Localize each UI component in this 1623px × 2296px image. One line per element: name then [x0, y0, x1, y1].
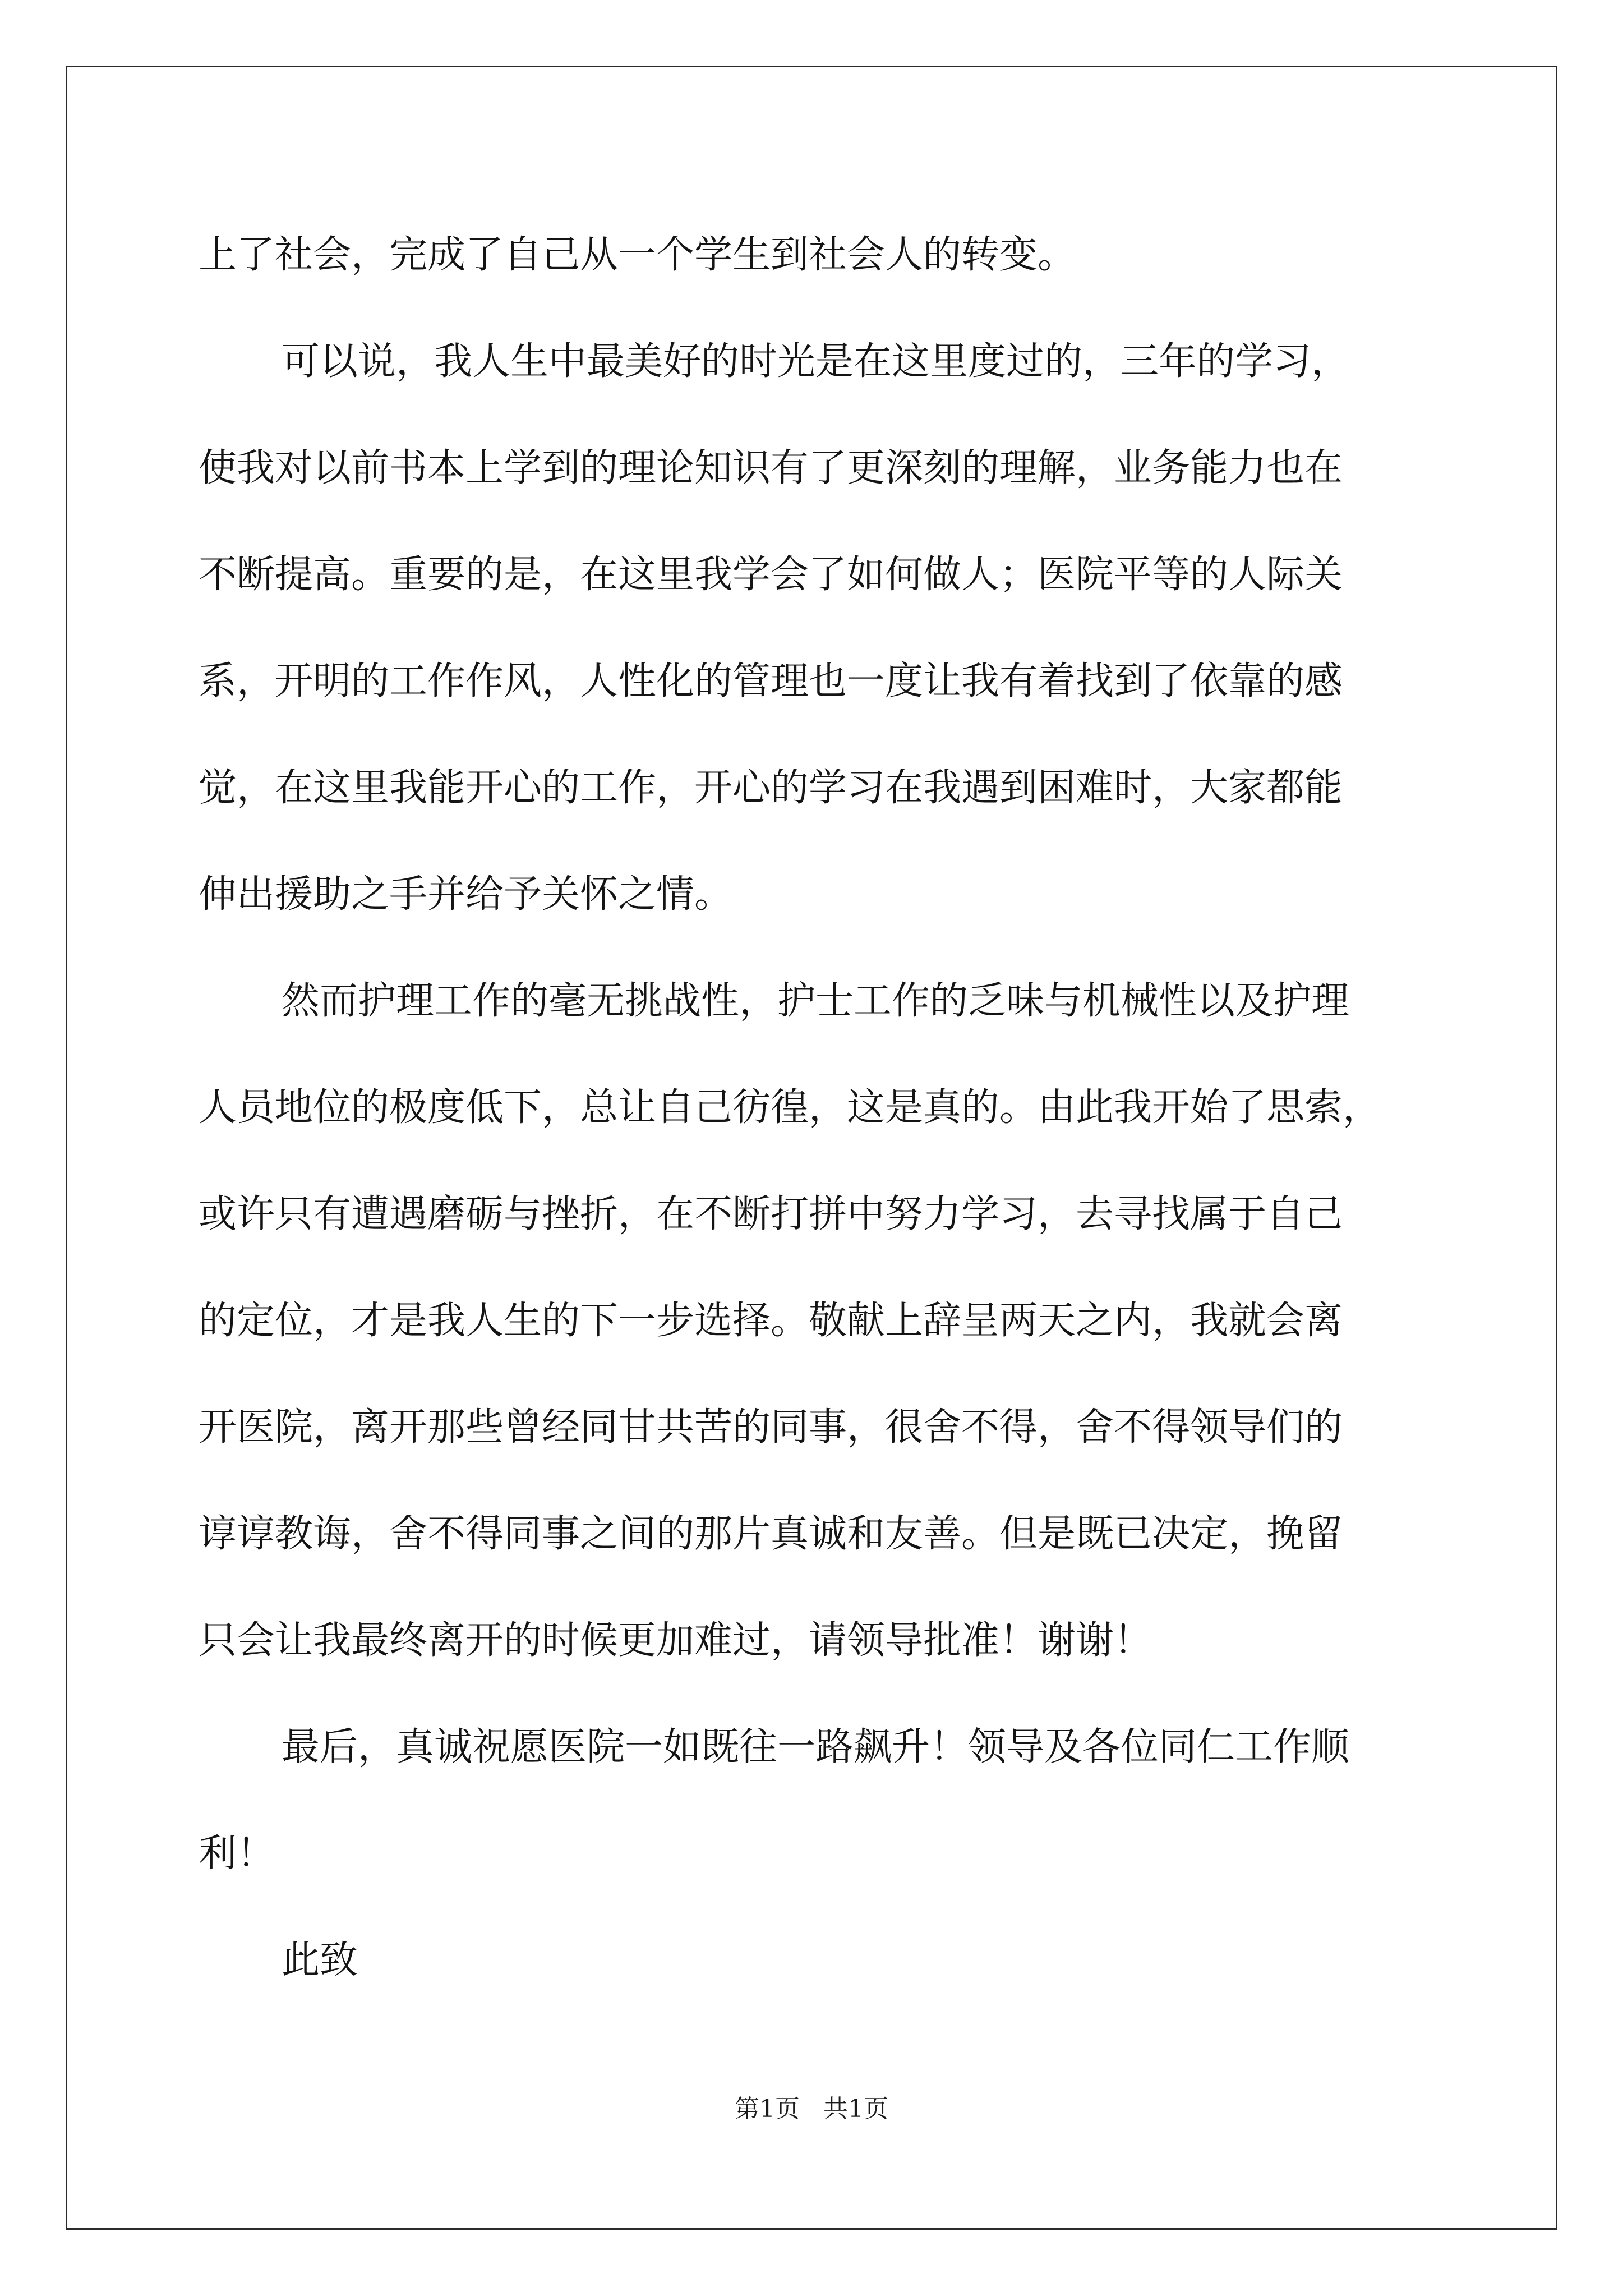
text-line: 不断提高。重要的是，在这里我学会了如何做人；医院平等的人际关: [199, 553, 1343, 597]
text-line: 上了社会，完成了自己从一个学生到社会人的转变。: [199, 233, 1076, 277]
paragraph-first-line: 然而护理工作的毫无挑战性，护士工作的乏味与机械性以及护理: [282, 979, 1350, 1023]
text-line: 开医院，离开那些曾经同甘共苦的同事，很舍不得，舍不得领导们的: [199, 1405, 1343, 1450]
paragraph-first-line: 可以说，我人生中最美好的时光是在这里度过的，三年的学习，: [282, 339, 1350, 384]
text-line: 只会让我最终离开的时候更加难过，请领导批准！谢谢！: [199, 1618, 1152, 1663]
text-line: 谆谆教诲，舍不得同事之间的那片真诚和友善。但是既已决定，挽留: [199, 1512, 1343, 1556]
text-line: 或许只有遭遇磨砺与挫折，在不断打拼中努力学习，去寻找属于自己: [199, 1192, 1343, 1236]
page-border: [66, 66, 1557, 2230]
text-line: 的定位，才是我人生的下一步选择。敬献上辞呈两天之内，我就会离: [199, 1299, 1343, 1343]
text-line: 觉，在这里我能开心的工作，开心的学习在我遇到困难时，大家都能: [199, 766, 1343, 810]
text-line: 系，开明的工作作风，人性化的管理也一度让我有着找到了依靠的感: [199, 659, 1343, 703]
closing-salutation: 此致: [282, 1938, 358, 1982]
paragraph-first-line: 最后，真诚祝愿医院一如既往一路飙升！领导及各位同仁工作顺: [282, 1725, 1350, 1769]
text-line: 使我对以前书本上学到的理论知识有了更深刻的理解，业务能力也在: [199, 446, 1343, 490]
text-line: 伸出援助之手并给予关怀之情。: [199, 872, 733, 917]
page-number-footer: 第1页 共1页: [735, 2095, 888, 2123]
text-line: 人员地位的极度低下，总让自己彷徨，这是真的。由此我开始了思索，: [199, 1085, 1381, 1130]
text-line: 利！: [199, 1832, 275, 1876]
